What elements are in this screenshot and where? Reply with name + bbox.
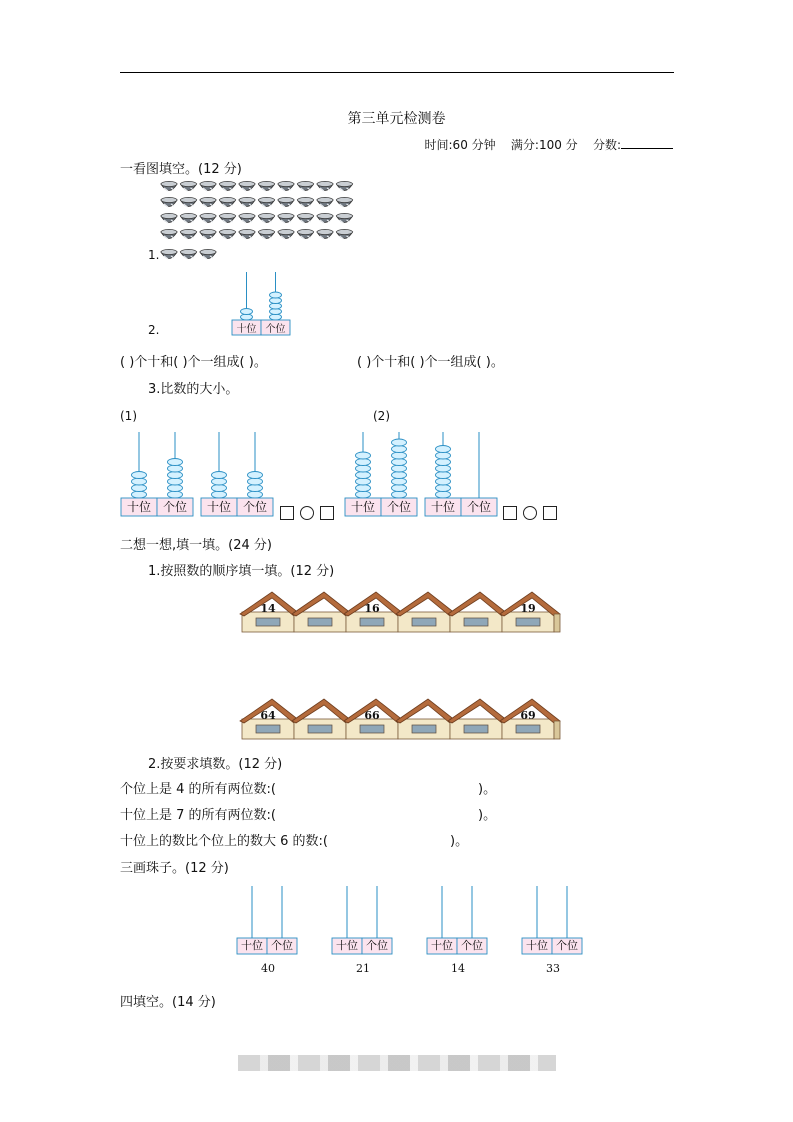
abacus-bead	[436, 491, 451, 498]
meta-full: 满分:100 分	[510, 138, 578, 152]
bowl-icon	[220, 229, 236, 239]
house-window	[464, 618, 488, 626]
bowl-icon	[220, 181, 236, 191]
abacus-bead	[392, 478, 407, 485]
bowl-icon	[278, 181, 294, 191]
q3-text: 3.比数的大小。	[148, 382, 239, 397]
abacus-bead	[212, 485, 227, 492]
meta-score: 分数:	[592, 138, 621, 152]
abacus-draw-row	[236, 884, 596, 976]
compare-2-answer[interactable]	[503, 502, 557, 521]
answer-box[interactable]	[503, 506, 517, 520]
abacus-bead	[168, 472, 183, 479]
sub1-label: (1)	[120, 409, 137, 423]
house	[396, 592, 456, 632]
abacus-bead	[212, 472, 227, 479]
bowl-icon	[181, 197, 197, 207]
abacus-compare-2	[344, 428, 504, 520]
house-window	[412, 618, 436, 626]
bowl-icon	[298, 229, 314, 239]
compare-circle[interactable]	[523, 506, 537, 520]
compare-circle[interactable]	[300, 506, 314, 520]
house-window	[360, 618, 384, 626]
abacus-bead	[356, 465, 371, 472]
house	[292, 592, 352, 632]
abacus-bead	[436, 465, 451, 472]
ones-label: 个位	[556, 939, 578, 952]
house-window	[412, 725, 436, 733]
tens-label: 十位	[336, 939, 358, 952]
abacus-q2	[230, 270, 292, 336]
abacus-bead	[248, 485, 263, 492]
bowl-icon	[220, 213, 236, 223]
house-window	[256, 725, 280, 733]
house-end-wall	[554, 614, 560, 632]
abacus-bead	[168, 478, 183, 485]
abacus-bead	[356, 459, 371, 466]
abacus-bead	[212, 478, 227, 485]
house-window	[360, 725, 384, 733]
abacus-bead	[436, 472, 451, 479]
bowl-icon	[317, 181, 333, 191]
abacus-bead	[248, 491, 263, 498]
abacus-bead	[392, 465, 407, 472]
house	[448, 699, 508, 739]
ones-label: 个位	[265, 324, 286, 335]
bowl-icon	[239, 181, 255, 191]
bowl-icon	[298, 181, 314, 191]
fill-tens-7-close: )。	[478, 808, 497, 823]
abacus-bead	[168, 491, 183, 498]
bowl-icon	[259, 213, 275, 223]
s2-q1-text: 1.按照数的顺序填一填。(12 分)	[148, 564, 335, 579]
house	[240, 592, 300, 632]
fill-diff-6-close: )。	[450, 834, 469, 849]
abacus-target-number: 40	[261, 962, 275, 975]
abacus-bead	[168, 465, 183, 472]
ones-label: 个位	[466, 500, 492, 514]
ones-label: 个位	[162, 500, 188, 514]
bowl-icon	[259, 197, 275, 207]
bowl-icon	[239, 197, 255, 207]
bowl-icon	[220, 197, 236, 207]
bowl-icon	[317, 197, 333, 207]
abacus-bead	[270, 292, 282, 298]
abacus-bead	[392, 452, 407, 459]
fill-ones-4: 个位上是 4 的所有两位数:(	[120, 782, 276, 797]
ones-label: 个位	[242, 500, 268, 514]
abacus-bead	[392, 485, 407, 492]
tens-label: 十位	[350, 500, 376, 514]
bowl-icon	[317, 213, 333, 223]
bowl-icon	[337, 229, 353, 239]
ones-label: 个位	[461, 939, 483, 952]
abacus-bead	[356, 485, 371, 492]
ones-label: 个位	[271, 939, 293, 952]
house-number: 16	[364, 602, 380, 615]
house-window	[464, 725, 488, 733]
abacus-bead	[356, 452, 371, 459]
house-end-wall	[554, 721, 560, 739]
house	[500, 699, 560, 739]
house	[240, 699, 300, 739]
q2-label: 2.	[148, 323, 160, 337]
bowl-icon	[278, 197, 294, 207]
bowl-icon	[239, 229, 255, 239]
houses-row-2	[240, 697, 556, 741]
tens-label: 十位	[431, 939, 453, 952]
abacus-bead	[356, 491, 371, 498]
bowl-icon	[200, 181, 216, 191]
bowl-icon	[161, 229, 177, 239]
abacus-bead	[436, 452, 451, 459]
house	[448, 592, 508, 632]
fill-ones-4-close: )。	[478, 782, 497, 797]
bowl-icon	[200, 197, 216, 207]
bowl-icon	[200, 249, 216, 259]
abacus-bead	[132, 485, 147, 492]
bowl-icon	[161, 181, 177, 191]
s2-q2-text: 2.按要求填数。(12 分)	[148, 757, 283, 772]
bowl-icon	[278, 213, 294, 223]
bowl-icon	[259, 181, 275, 191]
bowl-icon	[161, 249, 177, 259]
bowl-icon	[239, 213, 255, 223]
bowl-icon	[181, 249, 197, 259]
bowl-icon	[317, 229, 333, 239]
abacus-bead	[436, 446, 451, 453]
score-blank[interactable]	[621, 136, 673, 149]
ones-label: 个位	[366, 939, 388, 952]
answer-box[interactable]	[320, 506, 334, 520]
answer-box[interactable]	[543, 506, 557, 520]
compare-1-answer[interactable]	[280, 502, 334, 521]
house-window	[308, 618, 332, 626]
bowl-icon	[298, 197, 314, 207]
fill-line-b: ( )个十和( )个一组成( )。	[357, 355, 504, 370]
section1-heading: 一看图填空。(12 分)	[120, 162, 242, 177]
sub2-label: (2)	[373, 409, 390, 423]
bowl-icon	[337, 213, 353, 223]
bowl-icon	[298, 213, 314, 223]
house-window	[516, 618, 540, 626]
bowl-icon	[337, 197, 353, 207]
abacus-bead	[248, 472, 263, 479]
abacus-bead	[241, 309, 253, 315]
abacus-bead	[392, 446, 407, 453]
abacus-bead	[436, 485, 451, 492]
abacus-target-number: 14	[451, 962, 465, 975]
house	[344, 592, 404, 632]
abacus-bead	[392, 472, 407, 479]
bowl-icon	[200, 229, 216, 239]
bowl-icon	[181, 181, 197, 191]
abacus-bead	[392, 491, 407, 498]
bowl-icon	[337, 181, 353, 191]
abacus-bead	[132, 478, 147, 485]
house-number: 14	[260, 602, 276, 615]
ones-label: 个位	[386, 500, 412, 514]
abacus-bead	[356, 472, 371, 479]
abacus-bead	[392, 459, 407, 466]
q1-label: 1.	[148, 248, 160, 262]
bowls-picture	[160, 180, 360, 262]
house-number: 64	[260, 709, 276, 722]
house	[292, 699, 352, 739]
abacus-bead	[392, 439, 407, 446]
bowl-icon	[278, 229, 294, 239]
house	[500, 592, 560, 632]
top-rule	[120, 72, 674, 73]
page-title: 第三单元检测卷	[347, 111, 446, 127]
tens-label: 十位	[526, 939, 548, 952]
bowl-icon	[200, 213, 216, 223]
fill-diff-6: 十位上的数比个位上的数大 6 的数:(	[120, 834, 328, 849]
exam-meta	[425, 136, 673, 153]
tens-label: 十位	[241, 939, 263, 952]
abacus-bead	[436, 478, 451, 485]
abacus-compare-1	[120, 428, 280, 520]
abacus-bead	[168, 485, 183, 492]
house-number: 66	[364, 709, 380, 722]
tens-label: 十位	[236, 324, 257, 335]
house-window	[516, 725, 540, 733]
section3-heading: 三画珠子。(12 分)	[120, 861, 229, 876]
abacus-bead	[436, 459, 451, 466]
house-number: 69	[520, 709, 536, 722]
bowl-icon	[259, 229, 275, 239]
fill-tens-7: 十位上是 7 的所有两位数:(	[120, 808, 276, 823]
tens-label: 十位	[206, 500, 232, 514]
bowl-icon	[181, 213, 197, 223]
abacus-bead	[132, 491, 147, 498]
abacus-bead	[132, 472, 147, 479]
section2-heading: 二想一想,填一填。(24 分)	[120, 538, 272, 553]
tens-label: 十位	[126, 500, 152, 514]
abacus-bead	[248, 478, 263, 485]
abacus-target-number: 33	[546, 962, 560, 975]
house	[344, 699, 404, 739]
abacus-bead	[212, 491, 227, 498]
fill-line-a: ( )个十和( )个一组成( )。	[120, 355, 267, 370]
house-window	[256, 618, 280, 626]
bowl-icon	[161, 197, 177, 207]
bowl-icon	[161, 213, 177, 223]
bowl-icon	[181, 229, 197, 239]
answer-box[interactable]	[280, 506, 294, 520]
house	[396, 699, 456, 739]
houses-row-1	[240, 590, 556, 634]
house-window	[308, 725, 332, 733]
house-number: 19	[520, 602, 536, 615]
abacus-target-number: 21	[356, 962, 370, 975]
abacus-bead	[168, 459, 183, 466]
abacus-bead	[356, 478, 371, 485]
blurred-footer	[238, 1055, 556, 1071]
section4-heading: 四填空。(14 分)	[120, 995, 216, 1010]
tens-label: 十位	[430, 500, 456, 514]
meta-time: 时间:60 分钟	[424, 138, 496, 152]
